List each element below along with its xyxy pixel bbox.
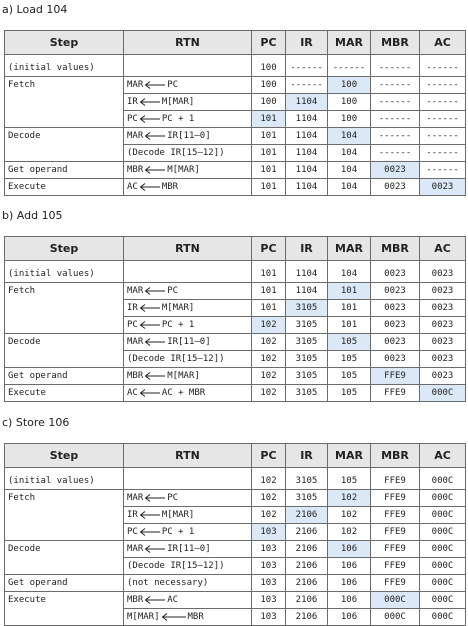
pc-value: 103 bbox=[252, 558, 286, 575]
step-cell bbox=[5, 145, 124, 162]
ac-value: 0023 bbox=[420, 266, 466, 283]
left-arrow-icon bbox=[144, 287, 166, 295]
mbr-value: 0023 bbox=[371, 283, 420, 300]
pc-value: 102 bbox=[252, 473, 286, 490]
left-arrow-icon bbox=[144, 81, 166, 89]
section-add-105 bbox=[4, 209, 465, 402]
mbr-value: ------ bbox=[371, 94, 420, 111]
table-row bbox=[5, 541, 466, 558]
table-row bbox=[5, 162, 466, 179]
ac-value: 0023 bbox=[420, 300, 466, 317]
pc-value: 102 bbox=[252, 385, 286, 402]
rtn-source: PC + 1 bbox=[161, 527, 195, 537]
pc-value: 103 bbox=[252, 575, 286, 592]
table-row bbox=[5, 145, 466, 162]
mar-value: 100 bbox=[328, 111, 371, 128]
mbr-value: 0023 bbox=[371, 351, 420, 368]
mbr-value: FFE9 bbox=[371, 541, 420, 558]
ir-value: 1104 bbox=[286, 179, 328, 196]
header-row bbox=[5, 31, 466, 55]
left-arrow-icon bbox=[139, 321, 161, 329]
table-row bbox=[5, 128, 466, 145]
step-cell bbox=[5, 507, 124, 524]
pc-value: 101 bbox=[252, 111, 286, 128]
register-table bbox=[4, 443, 466, 626]
rtn-cell bbox=[124, 162, 252, 179]
step-cell bbox=[5, 300, 124, 317]
mar-value: 104 bbox=[328, 266, 371, 283]
table-row bbox=[5, 266, 466, 283]
column-header-mbr: MBR bbox=[371, 31, 420, 55]
rtn-source: AC bbox=[167, 595, 179, 605]
table-row bbox=[5, 575, 466, 592]
rtn-text: (Decode IR[15–12]) bbox=[127, 148, 225, 158]
column-header-mbr: MBR bbox=[371, 237, 420, 261]
table-row bbox=[5, 60, 466, 77]
rtn-source: IR[11–0] bbox=[167, 337, 211, 347]
rtn-cell bbox=[124, 94, 252, 111]
mar-value: 106 bbox=[328, 609, 371, 626]
step-cell: Get operand bbox=[5, 162, 124, 179]
rtn-destination: MAR bbox=[127, 131, 144, 141]
ir-value: 1104 bbox=[286, 283, 328, 300]
ir-value: 3105 bbox=[286, 490, 328, 507]
rtn-cell bbox=[124, 507, 252, 524]
mbr-value: 0023 bbox=[371, 317, 420, 334]
rtn-source: PC + 1 bbox=[161, 320, 195, 330]
pc-value: 103 bbox=[252, 609, 286, 626]
step-cell: (initial values) bbox=[5, 60, 124, 77]
ac-value: ------ bbox=[420, 145, 466, 162]
mbr-value: FFE9 bbox=[371, 473, 420, 490]
step-cell: Fetch bbox=[5, 77, 124, 94]
ir-value: ------ bbox=[286, 60, 328, 77]
rtn-destination: PC bbox=[127, 114, 138, 124]
column-header-step: Step bbox=[5, 444, 124, 468]
table-row bbox=[5, 592, 466, 609]
ac-value: 0023 bbox=[420, 334, 466, 351]
pc-value: 101 bbox=[252, 128, 286, 145]
ac-value: 000C bbox=[420, 385, 466, 402]
rtn-cell bbox=[124, 111, 252, 128]
ac-value: 0023 bbox=[420, 368, 466, 385]
step-cell: Execute bbox=[5, 179, 124, 196]
column-header-ac: AC bbox=[420, 237, 466, 261]
mar-value: 105 bbox=[328, 385, 371, 402]
left-arrow-icon bbox=[139, 98, 161, 106]
ac-value: ------ bbox=[420, 162, 466, 179]
ir-value: 3105 bbox=[286, 473, 328, 490]
table-row bbox=[5, 334, 466, 351]
rtn-source: M[MAR] bbox=[167, 165, 200, 175]
step-cell: Fetch bbox=[5, 490, 124, 507]
step-cell: (initial values) bbox=[5, 266, 124, 283]
rtn-source: IR[11–0] bbox=[167, 131, 211, 141]
mar-value: 104 bbox=[328, 162, 371, 179]
rtn-cell bbox=[124, 592, 252, 609]
ir-value: 2106 bbox=[286, 507, 328, 524]
rtn-cell bbox=[124, 473, 252, 490]
step-cell: Decode bbox=[5, 541, 124, 558]
mbr-value: 0023 bbox=[371, 179, 420, 196]
column-header-mar: MAR bbox=[328, 444, 371, 468]
rtn-cell bbox=[124, 609, 252, 626]
mbr-value: 0023 bbox=[371, 162, 420, 179]
mbr-value: ------ bbox=[371, 111, 420, 128]
mar-value: 104 bbox=[328, 179, 371, 196]
rtn-cell bbox=[124, 77, 252, 94]
ac-value: ------ bbox=[420, 94, 466, 111]
mbr-value: ------ bbox=[371, 128, 420, 145]
rtn-source: PC + 1 bbox=[161, 114, 195, 124]
pc-value: 100 bbox=[252, 60, 286, 77]
step-cell bbox=[5, 111, 124, 128]
mbr-value: 0023 bbox=[371, 266, 420, 283]
rtn-cell bbox=[124, 128, 252, 145]
ac-value: 000C bbox=[420, 524, 466, 541]
table-row bbox=[5, 351, 466, 368]
pc-value: 101 bbox=[252, 162, 286, 179]
header-row bbox=[5, 444, 466, 468]
pc-value: 102 bbox=[252, 351, 286, 368]
ac-value: ------ bbox=[420, 128, 466, 145]
mar-value: 102 bbox=[328, 490, 371, 507]
mar-value: 105 bbox=[328, 334, 371, 351]
step-cell bbox=[5, 524, 124, 541]
rtn-source: M[MAR] bbox=[161, 303, 195, 313]
rtn-destination: IR bbox=[127, 97, 138, 107]
left-arrow-icon bbox=[144, 596, 166, 604]
column-header-rtn: RTN bbox=[124, 444, 252, 468]
rtn-destination: MAR bbox=[127, 337, 144, 347]
rtn-cell bbox=[124, 490, 252, 507]
pc-value: 103 bbox=[252, 541, 286, 558]
column-header-pc: PC bbox=[252, 237, 286, 261]
rtn-destination: MBR bbox=[127, 595, 144, 605]
ac-value: 000C bbox=[420, 592, 466, 609]
ac-value: 000C bbox=[420, 558, 466, 575]
mar-value: 105 bbox=[328, 368, 371, 385]
mar-value: 102 bbox=[328, 507, 371, 524]
ac-value: 000C bbox=[420, 490, 466, 507]
ir-value: 1104 bbox=[286, 145, 328, 162]
rtn-text: (not necessary) bbox=[127, 578, 209, 588]
mar-value: 100 bbox=[328, 94, 371, 111]
mbr-value: FFE9 bbox=[371, 558, 420, 575]
ir-value: 2106 bbox=[286, 541, 328, 558]
table-row bbox=[5, 490, 466, 507]
rtn-text: (Decode IR[15–12]) bbox=[127, 354, 225, 364]
ir-value: 1104 bbox=[286, 162, 328, 179]
ir-value: 3105 bbox=[286, 317, 328, 334]
ac-value: 0023 bbox=[420, 351, 466, 368]
mar-value: 106 bbox=[328, 592, 371, 609]
mbr-value: FFE9 bbox=[371, 385, 420, 402]
rtn-destination: M[MAR] bbox=[127, 612, 160, 622]
column-header-rtn: RTN bbox=[124, 237, 252, 261]
table-row bbox=[5, 558, 466, 575]
left-arrow-icon bbox=[144, 372, 166, 380]
step-cell: Decode bbox=[5, 334, 124, 351]
section-title: a) Load 104 bbox=[2, 3, 68, 16]
left-arrow-icon bbox=[144, 338, 166, 346]
pc-value: 101 bbox=[252, 283, 286, 300]
rtn-cell bbox=[124, 558, 252, 575]
table-row bbox=[5, 94, 466, 111]
left-arrow-icon bbox=[144, 494, 166, 502]
mbr-value: FFE9 bbox=[371, 524, 420, 541]
mbr-value: 0023 bbox=[371, 334, 420, 351]
ac-value: 0023 bbox=[420, 179, 466, 196]
table-row bbox=[5, 524, 466, 541]
rtn-cell bbox=[124, 541, 252, 558]
ac-value: ------ bbox=[420, 60, 466, 77]
table-row bbox=[5, 77, 466, 94]
column-header-mbr: MBR bbox=[371, 444, 420, 468]
left-arrow-icon bbox=[139, 511, 161, 519]
left-arrow-icon bbox=[144, 132, 166, 140]
ac-value: 000C bbox=[420, 541, 466, 558]
step-cell: Decode bbox=[5, 128, 124, 145]
mar-value: 100 bbox=[328, 77, 371, 94]
rtn-source: PC bbox=[167, 493, 179, 503]
rtn-cell bbox=[124, 266, 252, 283]
rtn-cell bbox=[124, 317, 252, 334]
left-arrow-icon bbox=[139, 389, 161, 397]
rtn-destination: IR bbox=[127, 510, 138, 520]
rtn-source: M[MAR] bbox=[167, 371, 200, 381]
mar-value: 102 bbox=[328, 524, 371, 541]
pc-value: 100 bbox=[252, 94, 286, 111]
mar-value: 101 bbox=[328, 300, 371, 317]
rtn-source: MBR bbox=[161, 182, 179, 192]
column-header-ac: AC bbox=[420, 444, 466, 468]
pc-value: 100 bbox=[252, 77, 286, 94]
mar-value: 101 bbox=[328, 283, 371, 300]
ir-value: 1104 bbox=[286, 266, 328, 283]
ir-value: 1104 bbox=[286, 94, 328, 111]
ir-value: 3105 bbox=[286, 300, 328, 317]
column-header-step: Step bbox=[5, 237, 124, 261]
rtn-cell bbox=[124, 60, 252, 77]
step-cell: Execute bbox=[5, 592, 124, 609]
ir-value: ------ bbox=[286, 77, 328, 94]
step-cell: Execute bbox=[5, 385, 124, 402]
step-cell bbox=[5, 351, 124, 368]
pc-value: 101 bbox=[252, 300, 286, 317]
rtn-cell bbox=[124, 300, 252, 317]
mbr-value: ------ bbox=[371, 145, 420, 162]
pc-value: 102 bbox=[252, 368, 286, 385]
rtn-destination: PC bbox=[127, 320, 138, 330]
table-row bbox=[5, 111, 466, 128]
ir-value: 3105 bbox=[286, 368, 328, 385]
left-arrow-icon bbox=[144, 545, 166, 553]
rtn-destination: MAR bbox=[127, 493, 144, 503]
mar-value: 105 bbox=[328, 351, 371, 368]
section-title: c) Store 106 bbox=[2, 416, 70, 429]
mar-value: ------ bbox=[328, 60, 371, 77]
table-row bbox=[5, 300, 466, 317]
rtn-source: PC bbox=[167, 286, 179, 296]
mbr-value: FFE9 bbox=[371, 368, 420, 385]
rtn-source: M[MAR] bbox=[161, 510, 195, 520]
ir-value: 3105 bbox=[286, 385, 328, 402]
column-header-pc: PC bbox=[252, 444, 286, 468]
pc-value: 101 bbox=[252, 179, 286, 196]
ac-value: ------ bbox=[420, 111, 466, 128]
mbr-value: 000C bbox=[371, 592, 420, 609]
pc-value: 102 bbox=[252, 490, 286, 507]
left-arrow-icon bbox=[139, 304, 161, 312]
left-arrow-icon bbox=[139, 528, 161, 536]
ac-value: 000C bbox=[420, 473, 466, 490]
rtn-source: M[MAR] bbox=[161, 97, 195, 107]
column-header-pc: PC bbox=[252, 31, 286, 55]
mbr-value: 000C bbox=[371, 609, 420, 626]
ir-value: 1104 bbox=[286, 111, 328, 128]
header-row bbox=[5, 237, 466, 261]
pc-value: 102 bbox=[252, 507, 286, 524]
rtn-destination: MAR bbox=[127, 286, 144, 296]
step-cell: (initial values) bbox=[5, 473, 124, 490]
section-load-104 bbox=[4, 3, 465, 196]
step-cell bbox=[5, 558, 124, 575]
column-header-ir: IR bbox=[286, 31, 328, 55]
ac-value: 000C bbox=[420, 609, 466, 626]
pc-value: 102 bbox=[252, 317, 286, 334]
ir-value: 3105 bbox=[286, 351, 328, 368]
mar-value: 104 bbox=[328, 145, 371, 162]
rtn-cell bbox=[124, 524, 252, 541]
rtn-source: PC bbox=[167, 80, 179, 90]
ac-value: 0023 bbox=[420, 317, 466, 334]
column-header-rtn: RTN bbox=[124, 31, 252, 55]
column-header-ir: IR bbox=[286, 444, 328, 468]
table-row bbox=[5, 609, 466, 626]
ac-value: 000C bbox=[420, 575, 466, 592]
rtn-destination: AC bbox=[127, 182, 138, 192]
section-store-106 bbox=[4, 416, 465, 626]
ir-value: 2106 bbox=[286, 592, 328, 609]
mbr-value: ------ bbox=[371, 60, 420, 77]
column-header-mar: MAR bbox=[328, 31, 371, 55]
ir-value: 2106 bbox=[286, 609, 328, 626]
ir-value: 2106 bbox=[286, 524, 328, 541]
mar-value: 101 bbox=[328, 317, 371, 334]
left-arrow-icon bbox=[161, 613, 187, 621]
ir-value: 2106 bbox=[286, 558, 328, 575]
column-header-ir: IR bbox=[286, 237, 328, 261]
left-arrow-icon bbox=[144, 166, 166, 174]
rtn-destination: MBR bbox=[127, 371, 144, 381]
mbr-value: FFE9 bbox=[371, 490, 420, 507]
table-row bbox=[5, 317, 466, 334]
mar-value: 105 bbox=[328, 473, 371, 490]
rtn-cell bbox=[124, 368, 252, 385]
mar-value: 104 bbox=[328, 128, 371, 145]
section-title: b) Add 105 bbox=[2, 209, 63, 222]
rtn-source: MBR bbox=[187, 612, 204, 622]
rtn-cell bbox=[124, 575, 252, 592]
column-header-step: Step bbox=[5, 31, 124, 55]
mbr-value: ------ bbox=[371, 77, 420, 94]
pc-value: 103 bbox=[252, 524, 286, 541]
step-cell bbox=[5, 609, 124, 626]
rtn-cell bbox=[124, 351, 252, 368]
rtn-source: AC + MBR bbox=[161, 388, 206, 398]
column-header-mar: MAR bbox=[328, 237, 371, 261]
rtn-cell bbox=[124, 179, 252, 196]
table-row bbox=[5, 507, 466, 524]
column-header-ac: AC bbox=[420, 31, 466, 55]
table-row bbox=[5, 385, 466, 402]
pc-value: 102 bbox=[252, 334, 286, 351]
rtn-cell bbox=[124, 283, 252, 300]
step-cell: Get operand bbox=[5, 575, 124, 592]
table-row bbox=[5, 368, 466, 385]
rtn-cell bbox=[124, 385, 252, 402]
ac-value: 0023 bbox=[420, 283, 466, 300]
pc-value: 103 bbox=[252, 592, 286, 609]
ac-value: ------ bbox=[420, 77, 466, 94]
rtn-destination: MBR bbox=[127, 165, 144, 175]
left-arrow-icon bbox=[139, 183, 161, 191]
rtn-destination: PC bbox=[127, 527, 138, 537]
rtn-destination: AC bbox=[127, 388, 138, 398]
rtn-text: (Decode IR[15–12]) bbox=[127, 561, 225, 571]
table-row bbox=[5, 179, 466, 196]
mbr-value: 0023 bbox=[371, 300, 420, 317]
mar-value: 106 bbox=[328, 541, 371, 558]
table-row bbox=[5, 473, 466, 490]
mar-value: 106 bbox=[328, 558, 371, 575]
table-row bbox=[5, 283, 466, 300]
register-table bbox=[4, 236, 466, 402]
step-cell: Fetch bbox=[5, 283, 124, 300]
ac-value: 000C bbox=[420, 507, 466, 524]
mbr-value: FFE9 bbox=[371, 507, 420, 524]
pc-value: 101 bbox=[252, 145, 286, 162]
rtn-destination: MAR bbox=[127, 544, 144, 554]
register-table bbox=[4, 30, 466, 196]
pc-value: 101 bbox=[252, 266, 286, 283]
ir-value: 3105 bbox=[286, 334, 328, 351]
mbr-value: FFE9 bbox=[371, 575, 420, 592]
left-arrow-icon bbox=[139, 115, 161, 123]
rtn-cell bbox=[124, 334, 252, 351]
ir-value: 1104 bbox=[286, 128, 328, 145]
rtn-source: IR[11–0] bbox=[167, 544, 211, 554]
step-cell bbox=[5, 317, 124, 334]
rtn-destination: MAR bbox=[127, 80, 144, 90]
rtn-destination: IR bbox=[127, 303, 138, 313]
ir-value: 2106 bbox=[286, 575, 328, 592]
mar-value: 106 bbox=[328, 575, 371, 592]
step-cell bbox=[5, 94, 124, 111]
step-cell: Get operand bbox=[5, 368, 124, 385]
rtn-cell bbox=[124, 145, 252, 162]
